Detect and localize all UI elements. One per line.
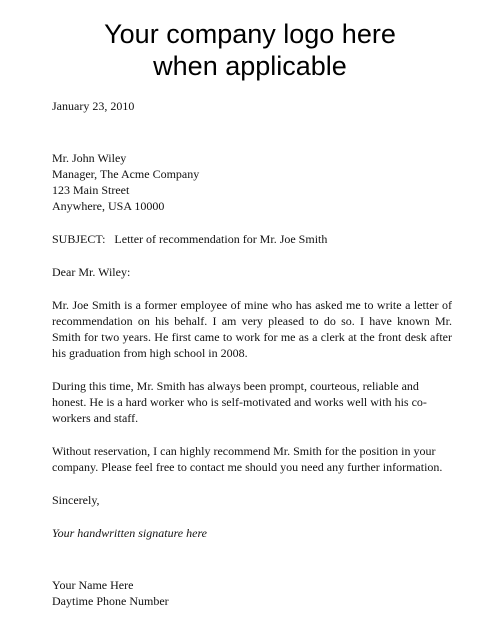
salutation: Dear Mr. Wiley: [52,265,131,279]
recipient-name: Mr. John Wiley [52,151,127,165]
paragraph-3: Without reservation, I can highly recommend Mr. Smith for the position in your company. Please feel free to contact me should you need any further information. [52,444,443,474]
closing: Sincerely, [52,493,100,507]
logo-line-2: when applicable [153,51,347,81]
signature-placeholder: Your handwritten signature here [52,526,208,540]
paragraph-2: During this time, Mr. Smith has always been prompt, courteous, reliable and honest. He is a hard worker who is self-motivated and works well with his co-workers and staff. [52,379,427,425]
sender-name: Your Name Here [52,578,134,592]
recipient-title: Manager, The Acme Company [52,167,200,181]
letter-date: January 23, 2010 [52,99,135,113]
recipient-street: 123 Main Street [52,183,130,197]
sender-block [52,577,452,609]
sender-phone: Daytime Phone Number [52,594,169,608]
company-logo-placeholder [0,18,500,82]
logo-line-1: Your company logo here [104,19,396,49]
paragraph-1: Mr. Joe Smith is a former employee of mine who has asked me to write a letter of recommendation on his behalf. I am very pleased to do so. I have known Mr. Smith for two years. He first came to work for me as a clerk at the front desk after his graduation from high school in 2008. [52,298,452,360]
recipient-address [52,150,452,214]
recipient-city: Anywhere, USA 10000 [52,199,165,213]
subject-line: SUBJECT: Letter of recommendation for Mr. Joe Smith [52,232,328,246]
letter-body [52,98,452,609]
